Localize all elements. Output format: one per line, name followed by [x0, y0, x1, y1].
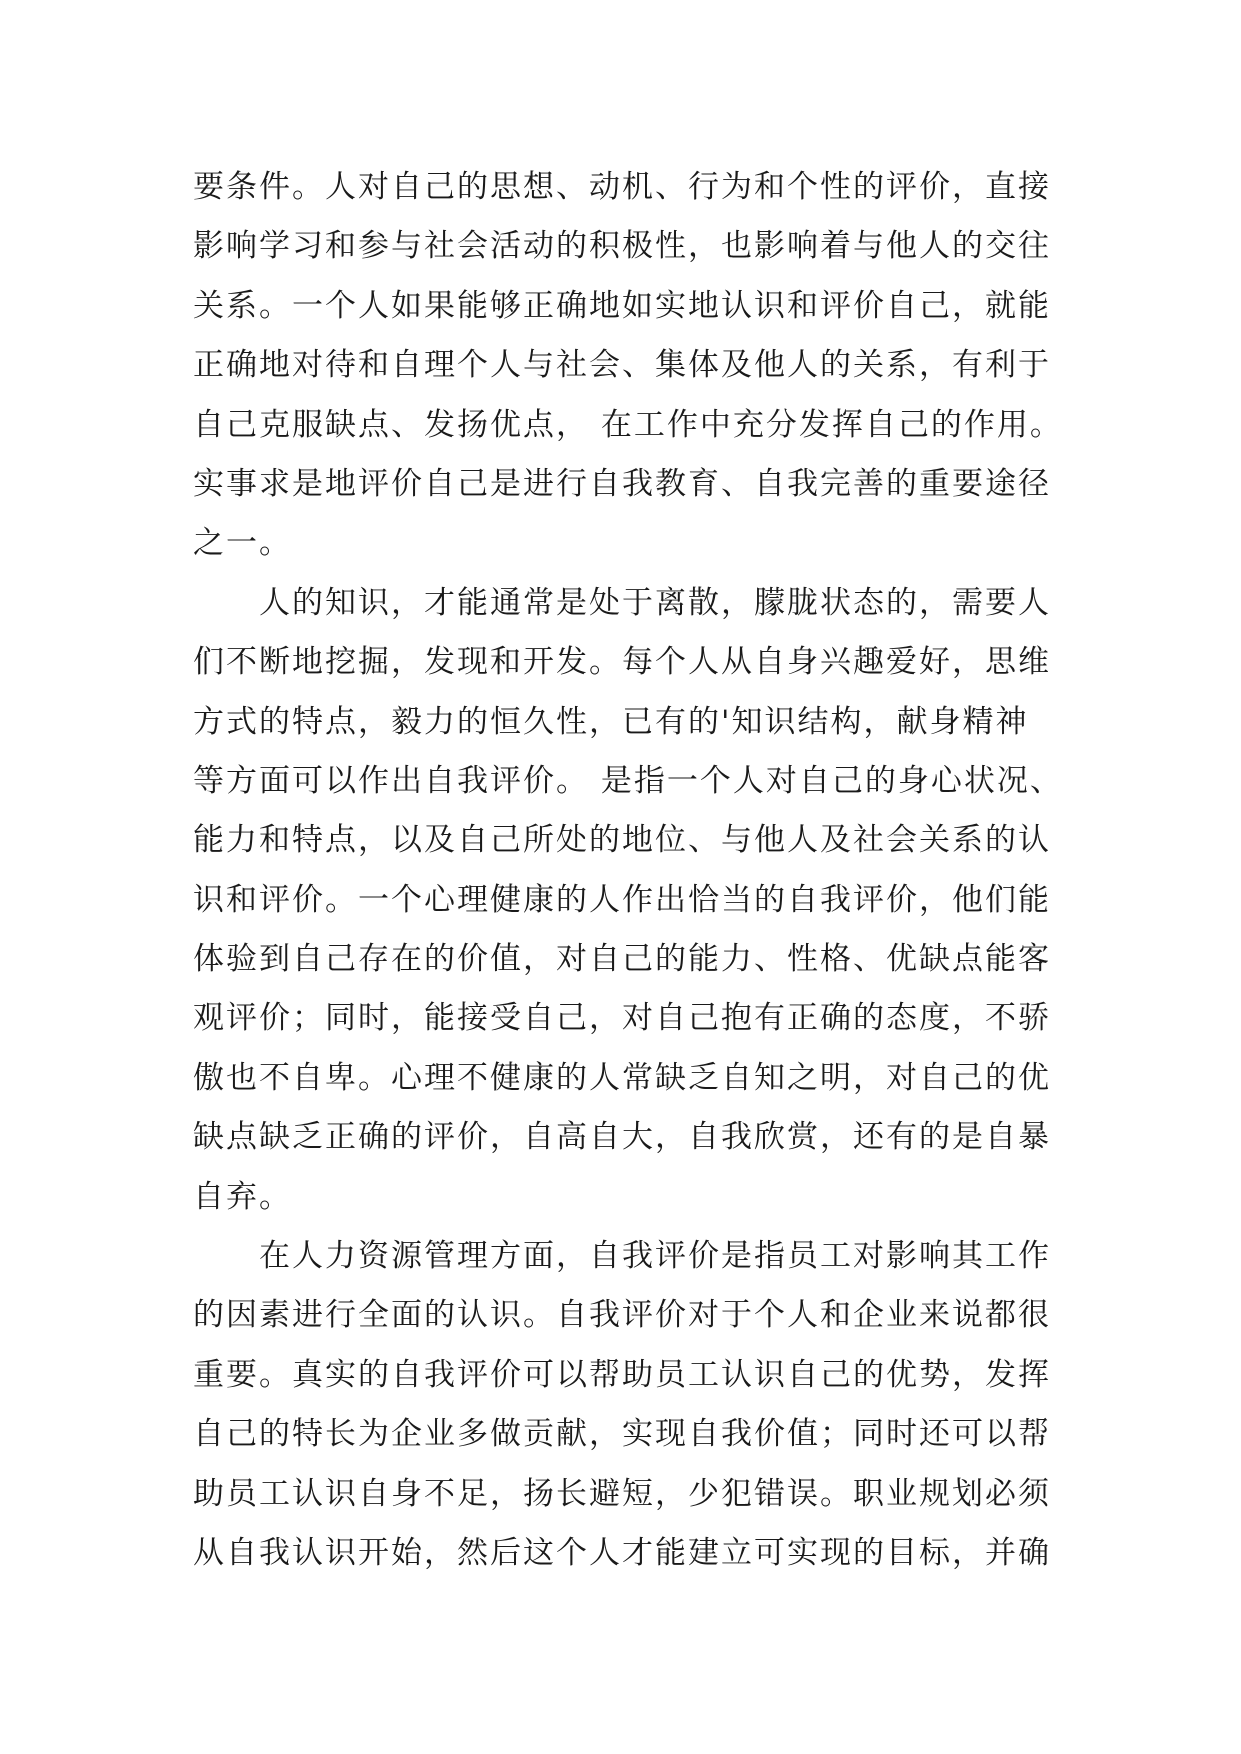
text-line: 能力和特点，以及自己所处的地位、与他人及社会关系的认 [193, 822, 1051, 859]
text-line: 助员工认识自身不足，扬长避短，少犯错误。职业规划必须 [193, 1475, 1051, 1512]
text-line: 们不断地挖掘，发现和开发。每个人从自身兴趣爱好，思维 [193, 644, 1051, 681]
text-line: 影响学习和参与社会活动的积极性，也影响着与他人的交往 [193, 228, 1051, 265]
paragraph-start-line: 人的知识，才能通常是处于离散，朦胧状态的，需要人 [193, 584, 1051, 621]
text-line: 方式的特点，毅力的恒久性，已有的'知识结构，献身精神 [193, 703, 1029, 740]
text-line: 等方面可以作出自我评价。 是指一个人对自己的身心状况、 [193, 762, 1063, 799]
text-line: 之一。 [193, 525, 292, 562]
text-line: 傲也不自卑。心理不健康的人常缺乏自知之明，对自己的优 [193, 1059, 1051, 1096]
paragraph-start-line: 在人力资源管理方面，自我评价是指员工对影响其工作 [193, 1238, 1051, 1275]
text-line: 体验到自己存在的价值，对自己的能力、性格、优缺点能客 [193, 941, 1051, 978]
text-line: 重要。真实的自我评价可以帮助员工认识自己的优势，发挥 [193, 1356, 1051, 1393]
text-line: 观评价；同时，能接受自己，对自己抱有正确的态度，不骄 [193, 1000, 1051, 1037]
text-line: 从自我认识开始，然后这个人才能建立可实现的目标，并确 [193, 1534, 1051, 1571]
document-body-text [193, 158, 1073, 1583]
text-line: 自弃。 [193, 1178, 292, 1215]
text-line: 正确地对待和自理个人与社会、集体及他人的关系，有利于 [193, 347, 1051, 384]
text-line: 自己的特长为企业多做贡献，实现自我价值；同时还可以帮 [193, 1416, 1051, 1453]
text-line: 关系。一个人如果能够正确地如实地认识和评价自己，就能 [193, 287, 1051, 324]
text-line: 实事求是地评价自己是进行自我教育、自我完善的重要途径 [193, 465, 1051, 502]
text-line: 要条件。人对自己的思想、动机、行为和个性的评价，直接 [193, 169, 1051, 205]
text-line: 自己克服缺点、发扬优点， 在工作中充分发挥自己的作用。 [193, 406, 1063, 443]
text-line: 缺点缺乏正确的评价，自高自大，自我欣赏，还有的是自暴 [193, 1119, 1051, 1156]
text-line: 识和评价。一个心理健康的人作出恰当的自我评价，他们能 [193, 881, 1051, 918]
text-line: 的因素进行全面的认识。自我评价对于个人和企业来说都很 [193, 1297, 1051, 1334]
